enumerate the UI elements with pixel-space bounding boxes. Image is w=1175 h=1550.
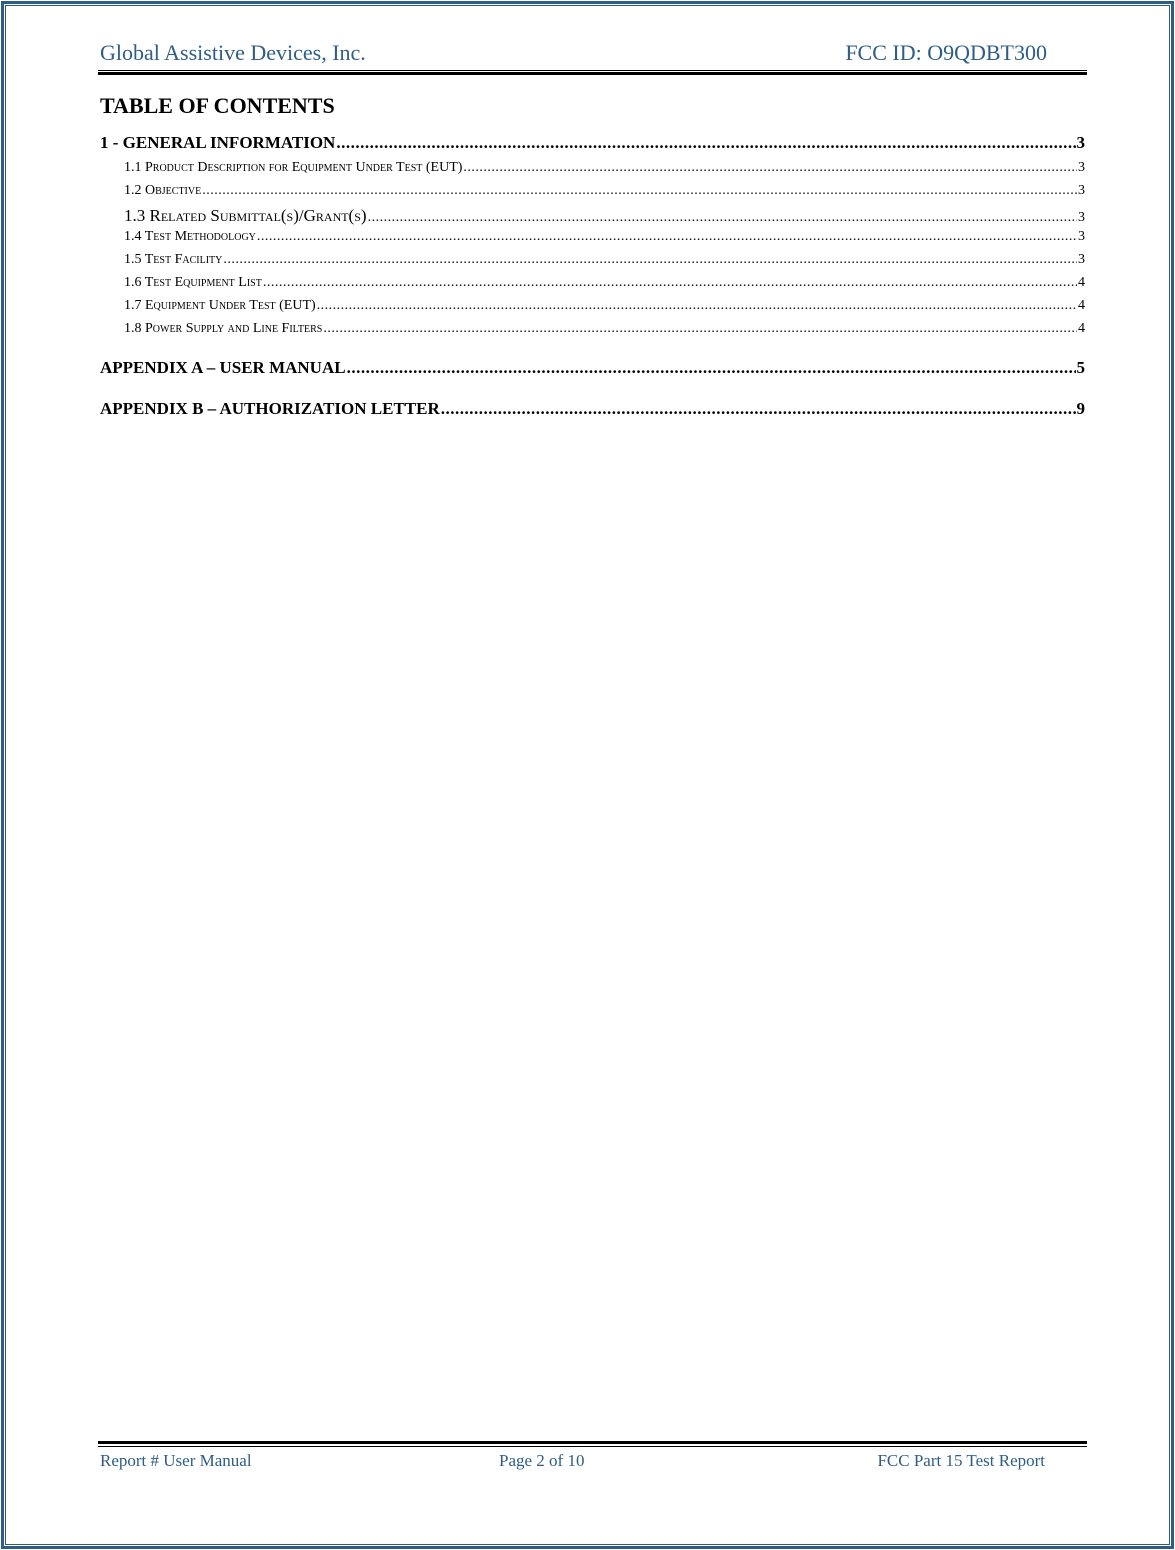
toc-entry-label: APPENDIX B – AUTHORIZATION LETTER bbox=[100, 399, 440, 418]
footer-page-number: Page 2 of 10 bbox=[499, 1451, 585, 1470]
toc-entry-label: 1.4 Test Methodology bbox=[124, 229, 256, 244]
toc-leader-dots bbox=[441, 399, 1076, 419]
toc-entry-page: 3 bbox=[1078, 160, 1085, 175]
toc-entry-product-description[interactable] bbox=[100, 160, 1085, 183]
toc-entry-power-supply[interactable] bbox=[100, 321, 1085, 344]
toc-leader-dots bbox=[317, 298, 1077, 314]
toc-entry-label: 1.3 Related Submittal(s)/Grant(s) bbox=[124, 206, 367, 225]
header-company: Global Assistive Devices, Inc. bbox=[100, 40, 366, 65]
toc-entry-label: 1.1 Product Description for Equipment Under Test (EUT) bbox=[124, 160, 463, 175]
header-rule-thin bbox=[98, 70, 1087, 71]
toc-entry-label: 1.8 Power Supply and Line Filters bbox=[124, 321, 323, 336]
toc-entry-page: 4 bbox=[1078, 321, 1085, 336]
table-of-contents bbox=[100, 133, 1085, 420]
toc-leader-dots bbox=[368, 210, 1077, 226]
toc-entry-label: APPENDIX A – USER MANUAL bbox=[100, 358, 346, 377]
toc-entry-test-facility[interactable] bbox=[100, 252, 1085, 275]
toc-entry-related-submittals[interactable] bbox=[100, 206, 1085, 229]
footer-report-number: Report # User Manual bbox=[100, 1451, 252, 1470]
toc-leader-dots bbox=[347, 358, 1076, 378]
toc-entry-page: 5 bbox=[1076, 358, 1085, 377]
toc-entry-test-equipment-list[interactable] bbox=[100, 275, 1085, 298]
footer-rule-thin bbox=[98, 1446, 1087, 1447]
toc-leader-dots bbox=[336, 133, 1075, 153]
toc-entry-general-information[interactable] bbox=[100, 133, 1085, 154]
toc-entry-page: 3 bbox=[1078, 183, 1085, 198]
toc-entry-page: 3 bbox=[1078, 252, 1085, 267]
footer-rule-thick bbox=[98, 1441, 1087, 1444]
toc-leader-dots bbox=[202, 183, 1077, 199]
toc-entry-page: 3 bbox=[1078, 229, 1085, 244]
toc-entry-equipment-under-test[interactable] bbox=[100, 298, 1085, 321]
toc-entry-label: 1 - GENERAL INFORMATION bbox=[100, 133, 336, 152]
toc-entry-objective[interactable] bbox=[100, 183, 1085, 206]
toc-entry-appendix-a[interactable] bbox=[100, 358, 1085, 379]
toc-leader-dots bbox=[257, 229, 1077, 245]
toc-entry-label: 1.5 Test Facility bbox=[124, 252, 223, 267]
toc-entry-label: 1.6 Test Equipment List bbox=[124, 275, 262, 290]
footer-report-type: FCC Part 15 Test Report bbox=[877, 1451, 1045, 1470]
toc-entry-page: 4 bbox=[1078, 275, 1085, 290]
header-rule-thick bbox=[98, 72, 1087, 75]
page-footer bbox=[100, 1451, 1045, 1473]
toc-entry-appendix-b[interactable] bbox=[100, 399, 1085, 420]
toc-title: TABLE OF CONTENTS bbox=[100, 93, 335, 118]
toc-leader-dots bbox=[223, 252, 1077, 268]
toc-entry-label: 1.7 Equipment Under Test (EUT) bbox=[124, 298, 316, 313]
toc-entry-test-methodology[interactable] bbox=[100, 229, 1085, 252]
toc-entry-page: 3 bbox=[1076, 133, 1085, 152]
toc-leader-dots bbox=[463, 160, 1077, 176]
toc-entry-page: 9 bbox=[1076, 399, 1085, 418]
header-fcc-id: FCC ID: O9QDBT300 bbox=[845, 40, 1047, 65]
toc-leader-dots bbox=[263, 275, 1077, 291]
toc-entry-page: 4 bbox=[1078, 298, 1085, 313]
toc-entry-label: 1.2 Objective bbox=[124, 183, 202, 198]
toc-entry-page: 3 bbox=[1078, 210, 1085, 225]
toc-leader-dots bbox=[323, 321, 1077, 337]
page-header bbox=[100, 40, 1047, 70]
